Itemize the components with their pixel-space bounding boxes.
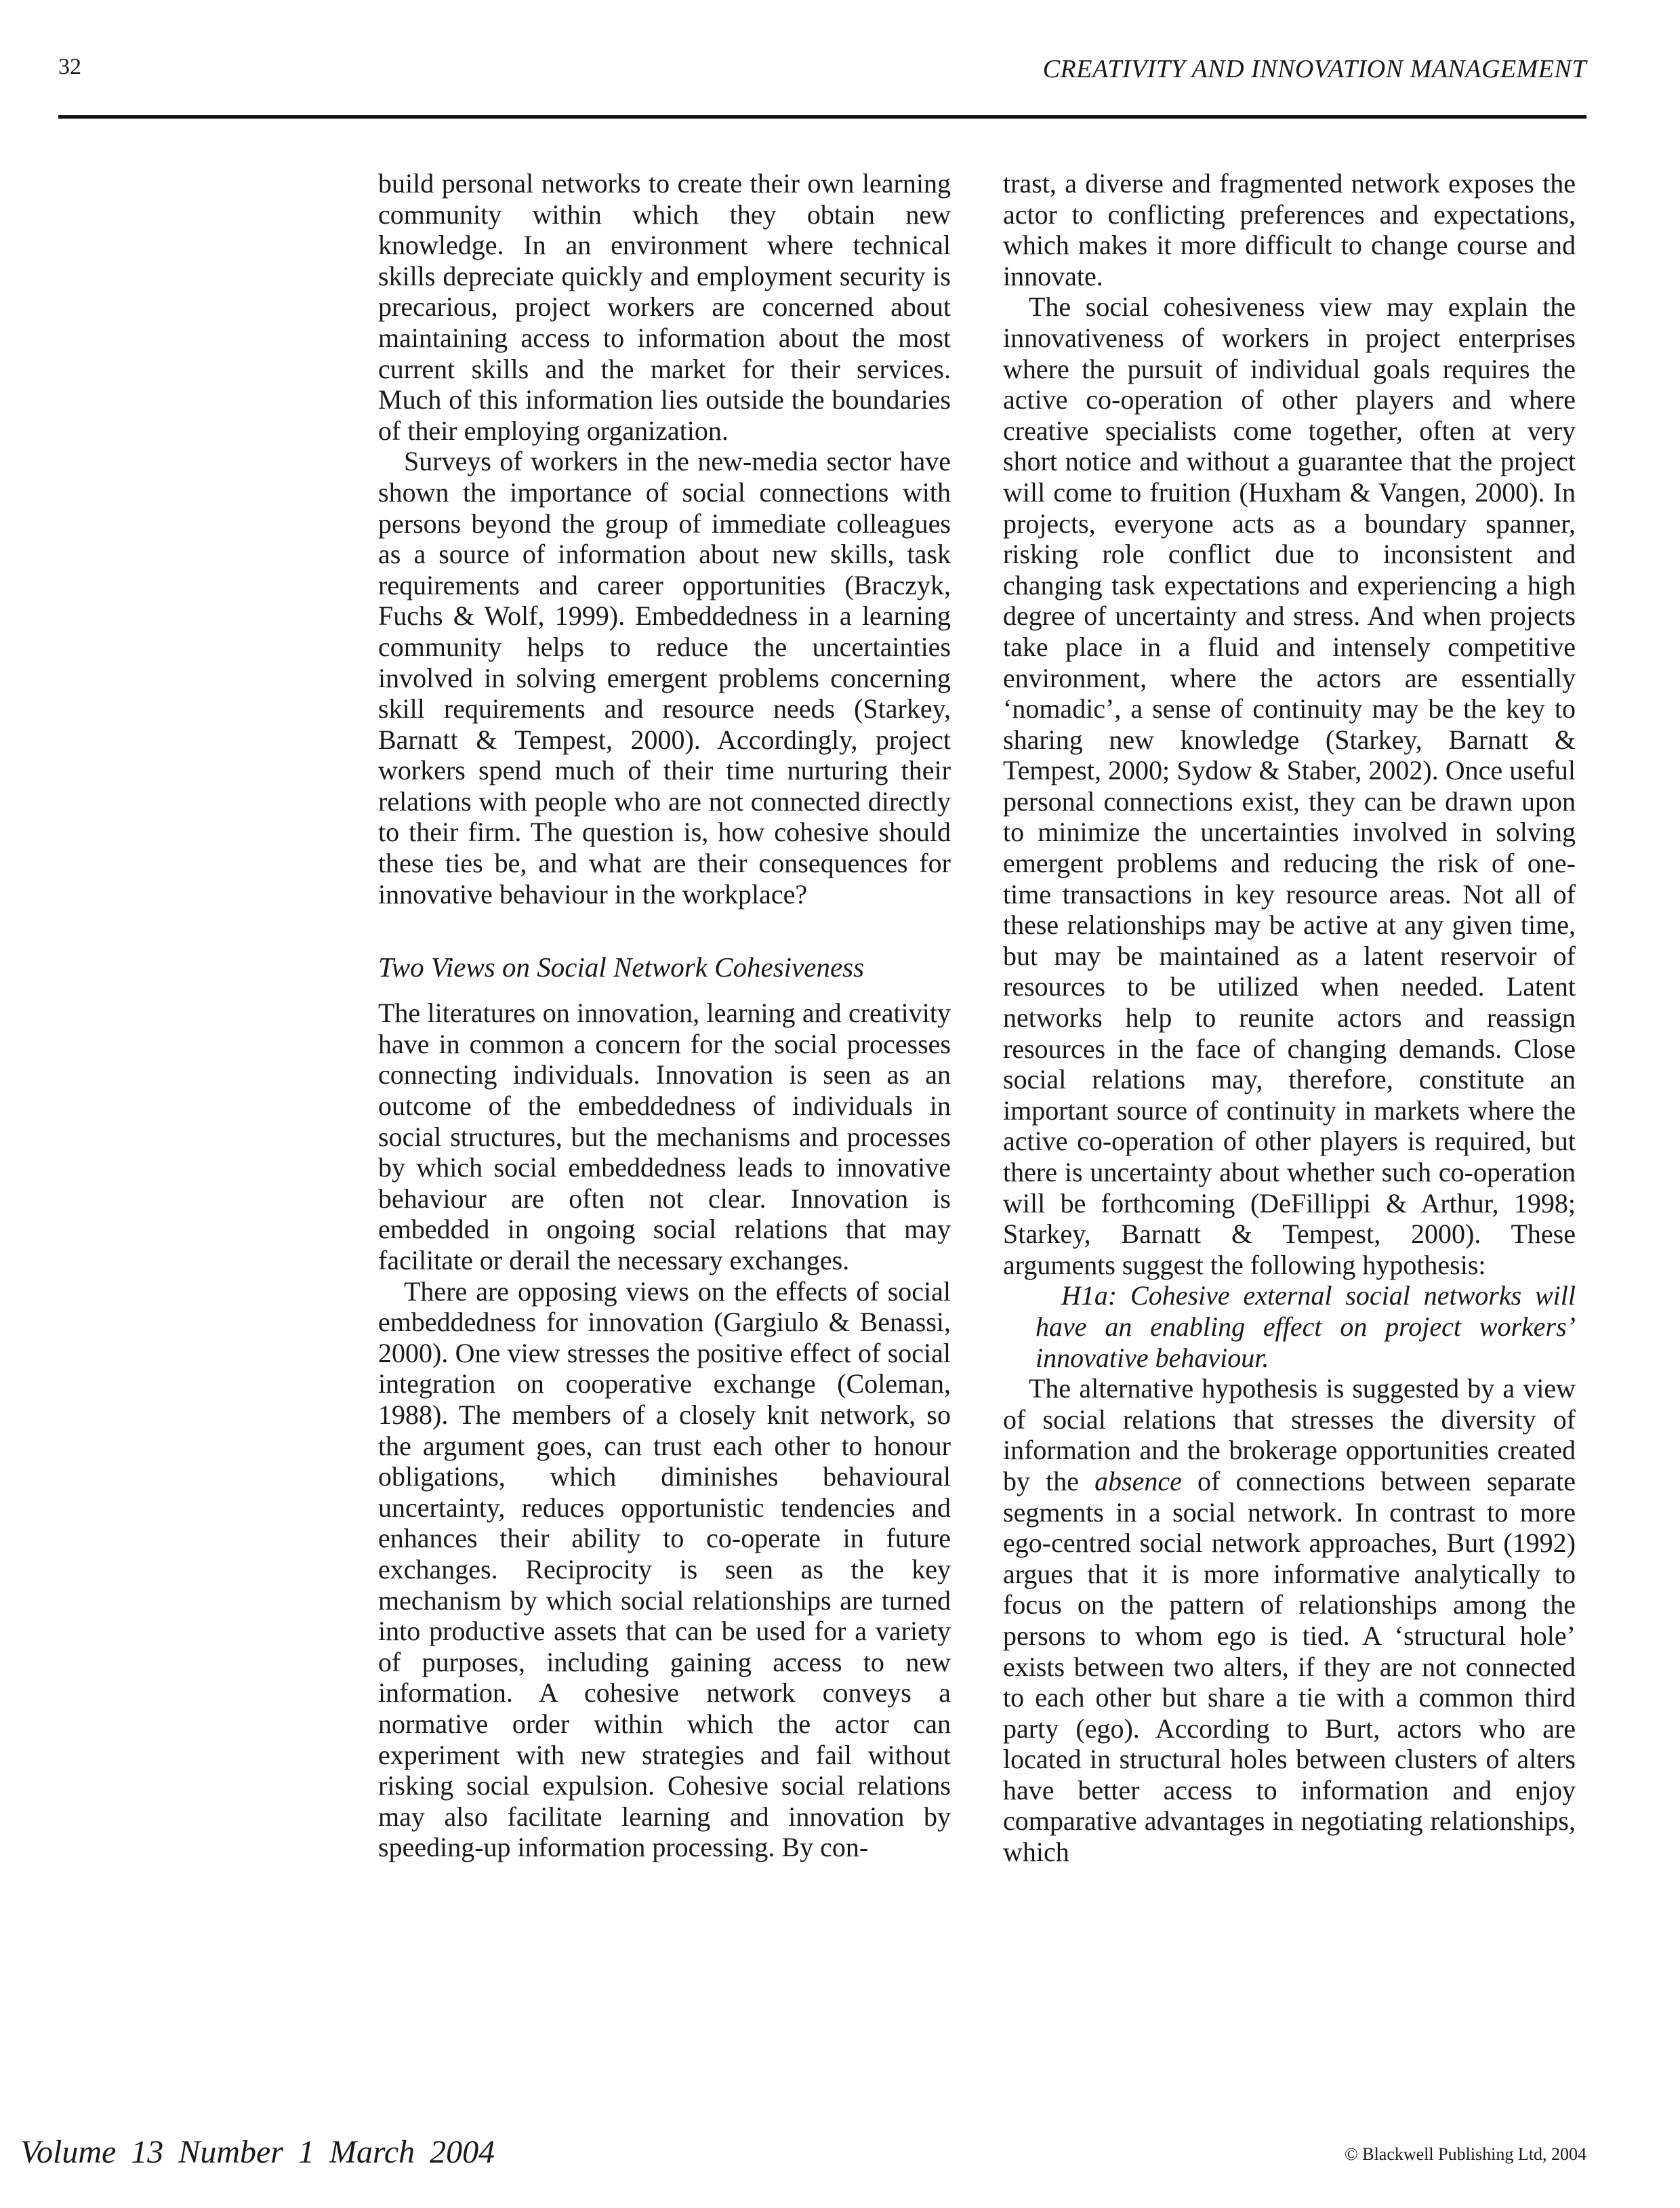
right-paragraph-3-end: of connections between separate segments in a social network. In contrast to more ego-centred social network approaches, Burt (1992) argues that it is more informative analytically to focus on the pattern of relationships among the persons to whom ego is tied. A ‘structural hole’ exists between two alters, if they are not connected to each other but share a tie with a common third party (ego). According to Burt, actors who are located in structural holes between clusters of alters have better access to information and enjoy comparative advantages in negotiating relationships, which bbox=[1003, 1465, 1576, 1868]
right-paragraph-2: The social cohesiveness view may explain the innovativeness of workers in project enterprises where the pursuit of individual goals requires the active co-operation of other players and where creative specialists come together, often at very short notice and without a guarantee that the project will come to fruition (Huxham & Vangen, 2000). In projects, everyone acts as a boundary spanner, risking role conflict due to inconsistent and changing task expectations and experiencing a high degree of uncertainty and stress. And when projects take place in a fluid and intensely competitive environment, where the actors are essentially ‘nomadic’, a sense of continuity may be the key to sharing new knowledge (Starkey, Barnatt & Tempest, 2000; Sydow & Staber, 2002). Once useful personal connections exist, they can be drawn upon to minimize the uncertainties involved in solving emergent problems and reducing the risk of one-time transactions in key resource areas. Not all of these relationships may be active at any given time, but may be maintained as a latent reservoir of resources to be utilized when needed. Latent networks help to reunite actors and reassign resources in the face of changing demands. Close social relations may, therefore, constitute an important source of continuity in markets where the active co-operation of other players is required, but there is uncertainty about whether such co-operation will be forthcoming (DeFillippi & Arthur, 1998; Starkey, Barnatt & Tempest, 2000). These arguments suggest the following hypothesis: bbox=[1003, 291, 1576, 1280]
right-paragraph-3-start: The alternative hypothesis is suggested by a view of social relations that stresses the diversity of information and the brokerage opportunities created by the bbox=[1003, 1373, 1576, 1496]
section-heading: Two Views on Social Network Cohesiveness bbox=[378, 952, 865, 983]
right-column bbox=[1003, 168, 1576, 1868]
left-paragraph-1: build personal networks to create their own learning community within which they obtain new knowledge. In an environment where technical skills depreciate quickly and employment security is precarious, project workers are concerned about maintaining access to information about the most current skills and the market for their services. Much of this information lies outside the boundaries of their employing organization. bbox=[378, 168, 951, 446]
left-paragraph-3: The literatures on innovation, learning and creativity have in common a concern for the social processes connecting individuals. Innovation is seen as an outcome of the embeddedness of individuals in social structures, but the mechanisms and processes by which social embeddedness leads to innovative behaviour are often not clear. Innovation is embedded in ongoing social relations that may facilitate or derail the necessary exchanges. bbox=[378, 998, 951, 1275]
left-paragraph-4: There are opposing views on the effects of social embeddedness for innovation (Gargiulo & Benassi, 2000). One view stresses the positive effect of social integration on cooperative exchange (Coleman, 1988). The members of a closely knit network, so the argument goes, can trust each other to honour obligations, which diminishes behavioural uncertainty, reduces opportunistic tendencies and enhances their ability to co-operate in future exchanges. Reciprocity is seen as the key mechanism by which social relationships are turned into productive assets that can be used for a variety of purposes, including gaining access to new information. A cohesive network conveys a normative order within which the actor can experiment with new strategies and fail without risking social expulsion. Cohesive social relations may also facilitate learning and innovation by speeding-up information processing. By con- bbox=[378, 1275, 951, 1863]
emphasis-absence: absence bbox=[1094, 1465, 1182, 1496]
hypothesis-h1a: H1a: Cohesive external social networks will have an enabling effect on project workers’ innovative behaviour. bbox=[1036, 1280, 1576, 1373]
left-column bbox=[378, 168, 951, 1863]
right-paragraph-3 bbox=[1003, 1373, 1576, 1868]
footer-issue-info: Volume 13 Number 1 March 2004 bbox=[20, 2134, 495, 2170]
right-paragraph-1: trast, a diverse and fragmented network exposes the actor to conflicting preferences and expectations, which makes it more difficult to change course and innovate. bbox=[1003, 168, 1576, 291]
left-paragraph-2: Surveys of workers in the new-media sector have shown the importance of social connections with persons beyond the group of immediate colleagues as a source of information about new skills, task requirements and career opportunities (Braczyk, Fuchs & Wolf, 1999). Embeddedness in a learning community helps to reduce the uncertainties involved in solving emergent problems concerning skill requirements and resource needs (Starkey, Barnatt & Tempest, 2000). Accordingly, project workers spend much of their time nurturing their relations with people who are not connected directly to their firm. The question is, how cohesive should these ties be, and what are their consequences for innovative behaviour in the workplace? bbox=[378, 446, 951, 909]
page-number: 32 bbox=[58, 54, 81, 79]
running-head-journal-title: CREATIVITY AND INNOVATION MANAGEMENT bbox=[1042, 55, 1586, 83]
footer-copyright: © Blackwell Publishing Ltd, 2004 bbox=[1344, 2144, 1586, 2164]
header-rule bbox=[58, 115, 1586, 119]
